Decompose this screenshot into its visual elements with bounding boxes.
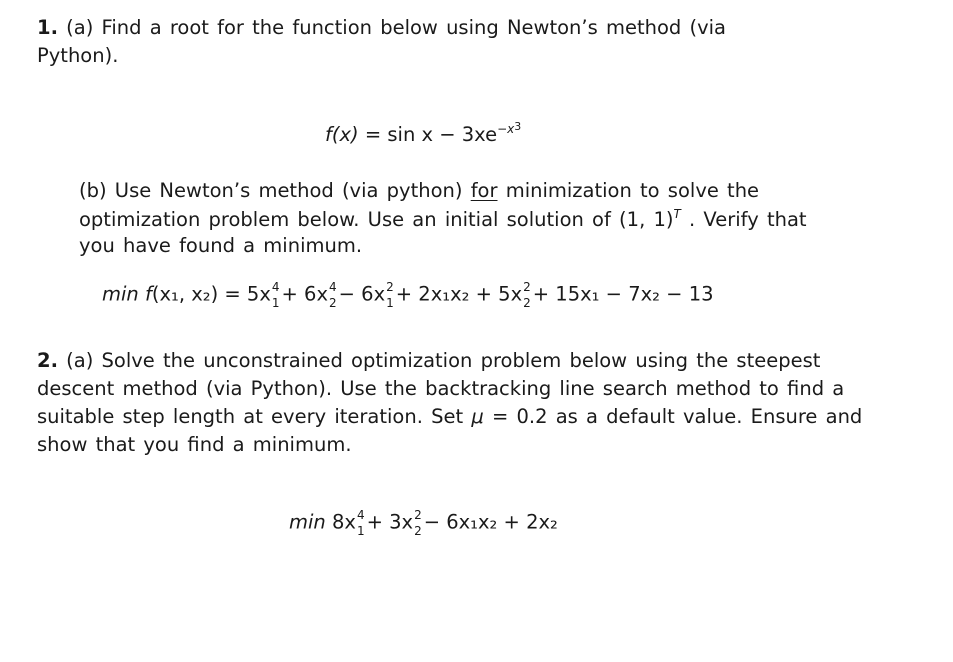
q2-number: 2. (37, 349, 58, 372)
q1-function-exponent-power: 3 (514, 120, 522, 133)
q1-b-text-line1 (79, 181, 759, 201)
q1-function-formula (325, 121, 521, 145)
q2-min-term1-sup: 4 (356, 508, 365, 522)
q2-mu-symbol: μ (471, 405, 484, 428)
q1-b-line1-underlined: for (470, 179, 498, 202)
q2-min-term1-script (356, 508, 365, 538)
q2-line-1 (37, 351, 820, 371)
q2-min-term1-sub: 1 (356, 524, 365, 538)
q1-min-term1-sup: 4 (271, 280, 280, 294)
q1-min-term4-script (523, 280, 531, 310)
q1-b-line2-transpose: T (673, 207, 681, 221)
q2-min-term3: − 6x₁x₂ + 2x₂ (423, 510, 558, 534)
q1-function-body: = sin x − 3xe (358, 123, 498, 146)
q1-b-line1-post: minimization to solve the (497, 179, 760, 202)
q1-min-term2: + 6x (281, 282, 328, 306)
q1-min-term3: − 6x (338, 282, 386, 306)
q1-min-keyword: min (102, 282, 145, 306)
q2-min-term2-sup: 2 (414, 508, 422, 522)
q1-min-term3-sub: 1 (386, 296, 394, 310)
q1-min-formula (102, 280, 714, 310)
q1-min-term2-script (329, 280, 337, 310)
q1-min-term3-sup: 2 (386, 280, 394, 294)
q1-min-term1-sub: 1 (271, 296, 280, 310)
q2-a-line3-pre: suitable step length at every iteration. Set (37, 405, 472, 428)
q1-line-1 (37, 18, 726, 38)
q1-number: 1. (37, 16, 58, 39)
q1-function-exponent: −x (497, 122, 515, 136)
q1-min-term1: = 5x (218, 282, 271, 306)
q2-min-term2-script (414, 508, 422, 538)
q2-a-line3-post: = 0.2 as a default value. Ensure and (483, 405, 863, 428)
q2-a-text-line2: descent method (via Python). Use the backtracking line search method to find a (37, 377, 845, 400)
q1-min-term2-sub: 2 (329, 296, 337, 310)
q1-min-term4-sub: 2 (523, 296, 531, 310)
q1-min-term3-script (386, 280, 394, 310)
q1-a-text-line2: Python). (37, 44, 119, 67)
q2-min-term2: + 3x (366, 510, 414, 534)
q1-min-term4: + 2x₁x₂ + 5x (395, 282, 523, 306)
q1-min-term5: + 15x₁ − 7x₂ − 13 (532, 282, 714, 306)
q2-min-term1: 8x (331, 510, 356, 534)
q1-a-text-line1: (a) Find a root for the function below using Newton’s method (via (57, 16, 726, 39)
q2-a-text-line1: (a) Solve the unconstrained optimization problem below using the steepest (57, 349, 821, 372)
q2-a-text-line3 (37, 407, 862, 427)
q1-b-line2-pre: optimization problem below. Use an initial solution of (1, 1) (79, 208, 674, 231)
q1-b-text-line3: you have found a minimum. (79, 234, 363, 257)
q2-a-text-line4: show that you find a minimum. (37, 433, 352, 456)
q1-function-lhs: f(x) (325, 123, 359, 146)
q2-min-term2-sub: 2 (414, 524, 422, 538)
q1-min-args: (x₁, x₂) (151, 282, 219, 306)
q1-min-term1-script (271, 280, 280, 310)
q1-b-line1-pre: (b) Use Newton’s method (via python) (79, 179, 471, 202)
q1-b-line2-post: . Verify that (680, 208, 807, 231)
q1-min-term4-sup: 2 (523, 280, 531, 294)
q2-min-formula (289, 508, 558, 538)
q1-min-f: f (144, 282, 152, 306)
q1-b-text-line2 (79, 208, 807, 230)
q2-min-keyword: min (289, 510, 332, 534)
q1-min-term2-sup: 4 (329, 280, 337, 294)
